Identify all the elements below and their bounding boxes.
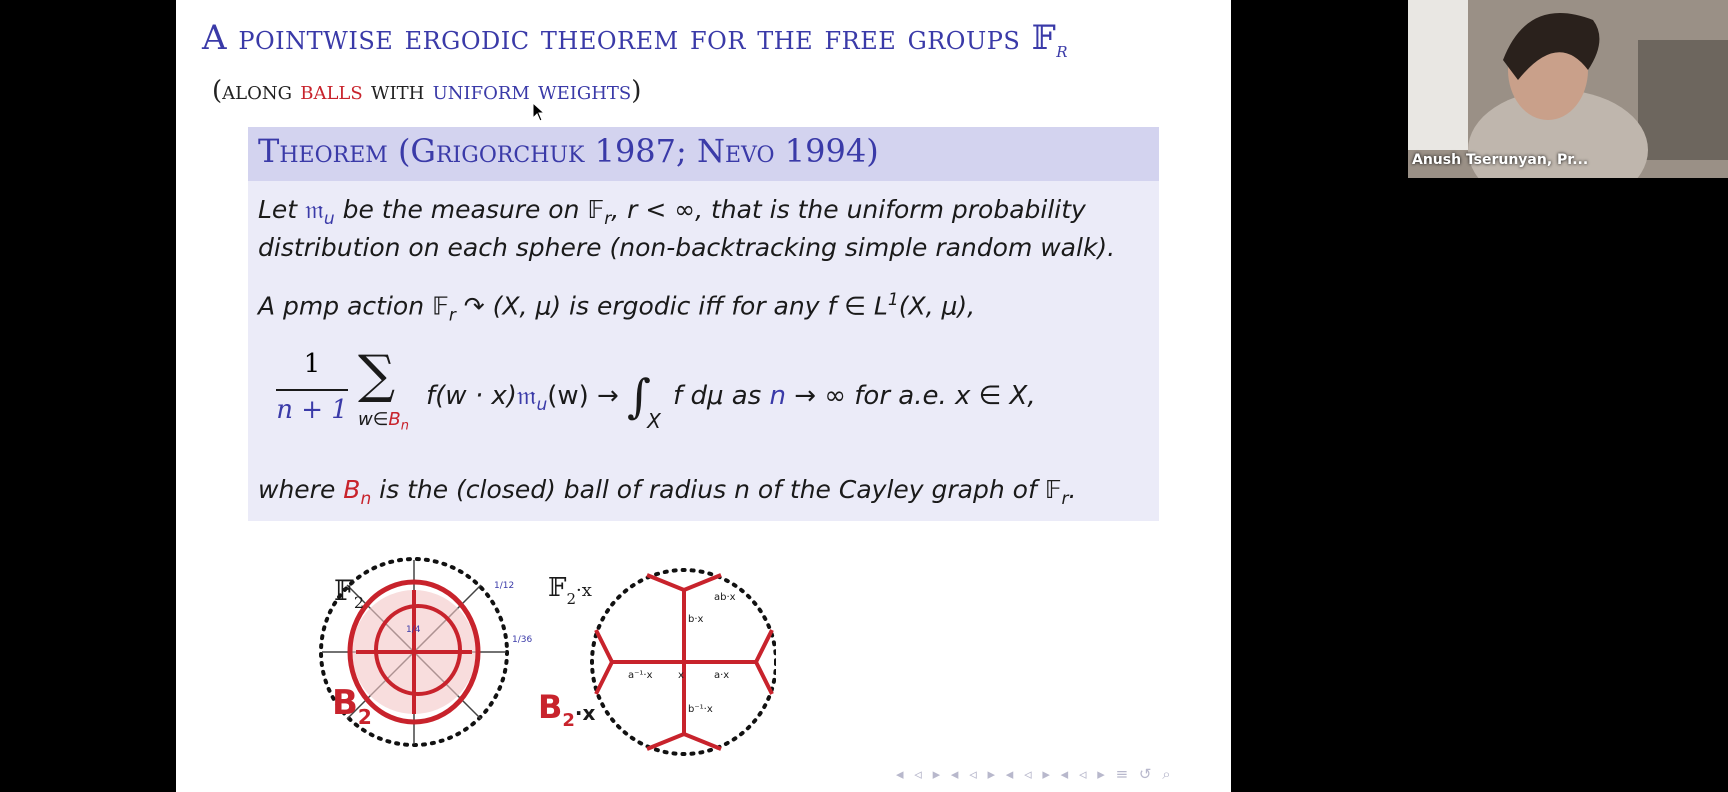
line4-d: . — [1068, 475, 1077, 504]
line4-c-sub: r — [1061, 489, 1069, 509]
line1-a: Let — [258, 195, 306, 224]
line1-b-sub: r — [604, 209, 612, 229]
theorem-header-text: Theorem (Grigorchuk 1987; Nevo 1994) — [258, 132, 879, 170]
sum-sub-n: n — [400, 418, 410, 434]
slide-title — [202, 18, 1212, 63]
sum-sub-ball: B — [388, 409, 401, 430]
integral-subscript: X — [647, 409, 661, 433]
cayley-graph-figures — [256, 540, 776, 770]
participant-name: Anush Tserunyan, Pr... — [1412, 152, 1589, 168]
vertex-label-ax: a·x — [714, 670, 730, 681]
line3-c: (X, μ), — [898, 291, 976, 321]
left-ball-label: $B_2$ — [332, 683, 372, 729]
sum-subscript — [358, 409, 409, 434]
formula-tail: → ∞ for a.e. x ∈ X, — [786, 381, 1036, 411]
right-ball-label: $B_2\cdot x$ — [538, 688, 596, 731]
formula-mid: (w) → — [547, 381, 628, 411]
line3-a-sub: r — [448, 305, 456, 326]
subtitle-weights: uniform weights — [432, 76, 632, 106]
line1-b: be the measure on 𝔽 — [334, 195, 605, 224]
fraction-denominator: n + 1 — [276, 395, 348, 425]
vertex-label-ainvx: a⁻¹·x — [628, 670, 653, 681]
line4-a: where — [258, 475, 344, 504]
slide — [176, 0, 1231, 792]
vertex-label-abx: ab·x — [714, 592, 736, 603]
beamer-navigation-bar[interactable]: ◂ ◃ ▸ ◂ ◃ ▸ ◂ ◃ ▸ ◂ ◃ ▸ ≡ ↺ ⌕ — [896, 765, 1174, 783]
subtitle-with: with — [362, 76, 433, 106]
participant-video-tile[interactable] — [1408, 0, 1728, 178]
fraction-bar — [276, 389, 348, 391]
line4-ball: B — [343, 475, 361, 504]
line4-ball-sub: n — [360, 489, 372, 509]
line3-b-sup: 1 — [887, 290, 899, 310]
mouse-cursor-icon — [532, 102, 546, 122]
line4-c: is the (closed) ball of radius n of the Cayley graph of 𝔽 — [371, 475, 1062, 504]
formula-lhs: f(w · x) — [426, 381, 517, 411]
line1-measure-sub: u — [323, 209, 335, 229]
vertex-label-binvx: b⁻¹·x — [688, 704, 713, 715]
theorem-line-4 — [258, 475, 1076, 509]
theorem-block — [248, 127, 1159, 521]
line1-c: , r < ∞, that is the uniform probability — [611, 195, 1086, 224]
formula-body — [426, 361, 1036, 433]
vertex-label-bx: b·x — [688, 614, 704, 625]
vertex-label-x: x — [678, 670, 684, 681]
formula-measure-sub: u — [536, 395, 548, 416]
left-group-label: 𝔽$_2$ — [334, 574, 365, 612]
slide-subtitle — [212, 76, 641, 106]
line1-measure: 𝔪 — [305, 195, 324, 224]
title-subscript: r — [1056, 37, 1069, 63]
title-text: A pointwise ergodic theorem for the free groups 𝔽 — [202, 18, 1057, 58]
integral-symbol: ∫ — [627, 369, 652, 423]
right-group-label: 𝔽$_2^{\cdot x}$ — [548, 573, 592, 608]
subtitle-close: ) — [631, 76, 642, 106]
sum-symbol: ∑ — [358, 345, 396, 405]
subtitle-open: (along — [212, 76, 301, 106]
theorem-line-2: distribution on each sphere (non-backtracking simple random walk). — [258, 233, 1116, 262]
weight-label: 1/4 — [406, 625, 421, 635]
theorem-line-3 — [258, 290, 975, 325]
fraction — [276, 349, 348, 425]
weight-label: 1/12 — [494, 581, 515, 591]
line3-a: A pmp action 𝔽 — [258, 291, 449, 321]
weight-label: 1/36 — [512, 635, 533, 645]
formula-n: n — [769, 381, 787, 411]
sum-sub-w: w∈ — [358, 409, 389, 430]
formula-measure: 𝔪 — [516, 381, 537, 411]
subtitle-balls: balls — [300, 76, 363, 106]
cayley-graph-right — [538, 570, 776, 754]
theorem-line-1 — [258, 195, 1086, 229]
theorem-header — [248, 127, 1159, 181]
fraction-numerator: 1 — [303, 349, 321, 379]
cayley-graph-left — [321, 559, 532, 745]
formula-fdmu: f dμ as — [664, 381, 770, 411]
ergodic-formula — [276, 345, 1146, 459]
line3-b: ↷ (X, μ) is ergodic iff for any f ∈ L — [455, 291, 888, 321]
